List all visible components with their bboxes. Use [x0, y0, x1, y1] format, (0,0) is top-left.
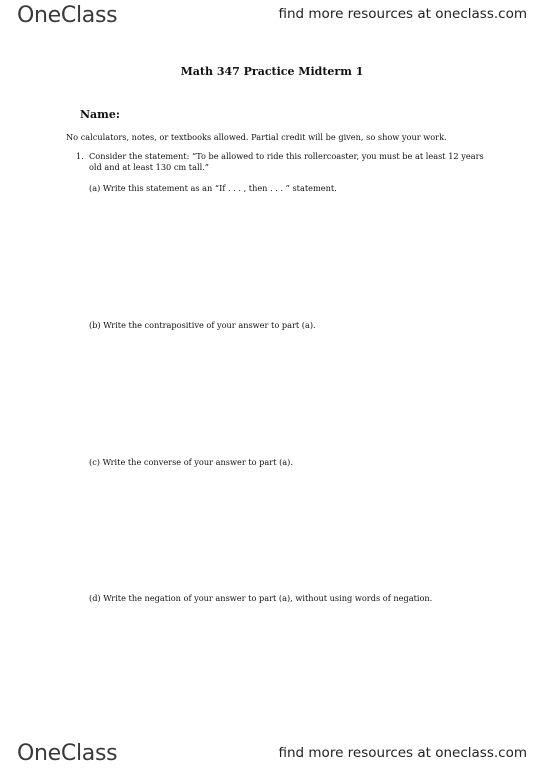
instructions-text: No calculators, notes, or textbooks allowed. Partial credit will be given, so show your work. [66, 132, 447, 142]
oneclass-footer-logo[interactable] [17, 741, 117, 766]
question-text: Consider the statement: “To be allowed to ride this rollercoaster, you must be at least 12 years old and at least 130 cm tall.” [89, 151, 484, 172]
name-label: Name: [80, 108, 120, 121]
oneclass-logo[interactable] [17, 3, 117, 28]
question-part-b: (b) Write the contrapositive of your answer to part (a). [89, 320, 316, 330]
oneclass-logo-text: OneClass [17, 3, 118, 28]
question-part-c: (c) Write the converse of your answer to part (a). [89, 457, 293, 467]
find-more-resources-link[interactable]: find more resources at oneclass.com [278, 6, 527, 22]
oneclass-footer-logo-text: OneClass [17, 741, 118, 766]
question-part-d: (d) Write the negation of your answer to part (a), without using words of negation. [89, 593, 433, 603]
question-part-a: (a) Write this statement as an “If . . . , then . . . ” statement. [89, 183, 337, 193]
page-title: Math 347 Practice Midterm 1 [180, 65, 364, 78]
find-more-resources-footer-link[interactable]: find more resources at oneclass.com [278, 745, 527, 761]
question-number: 1. [76, 151, 84, 161]
